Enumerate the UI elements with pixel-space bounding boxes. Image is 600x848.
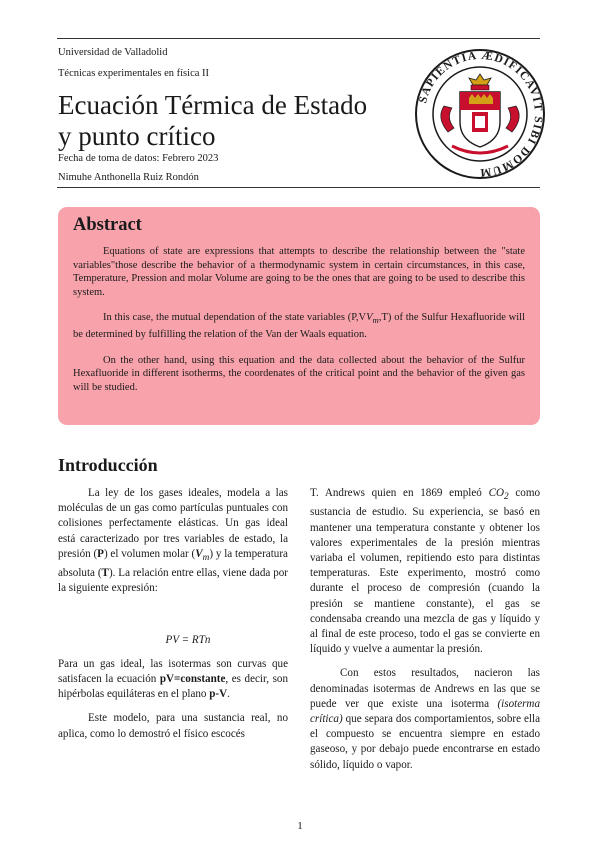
title-line-1: Ecuación Térmica de Estado: [58, 90, 368, 120]
intro-left-paragraph-2: Para un gas ideal, las isotermas son curvas que satisfacen la ecuación pV=constante, es decir, son hipérbolas equiláteras en el plano p-V.: [58, 657, 289, 701]
abstract-paragraph-2: In this case, the mutual dependation of the state variables $(P,VV_m,T)$ of the Sulfur Hexafluoride will be determined by fulfilling the relation of the Van der Waals equation.: [73, 312, 525, 341]
intro-left-paragraph-1: La ley de los gases ideales, modela a las moléculas de un gas como partículas puntuales con colisiones perfectamente elásticas. Un gas ideal está caracterizado por tres variables de estado, la presión (P) el volumen molar $(V_m)$ y la temperatura absoluta (T). La relación entre ellas, viene dada por la siguiente expresión:: [58, 487, 288, 595]
course-name: Técnicas experimentales en física II: [58, 68, 210, 79]
abstract-box: [58, 207, 540, 425]
ideal-gas-equation: PV = RTn: [165, 633, 211, 646]
seal-motto: SAPIENTIA ÆDIFICAVIT SIBI DOMUM: [417, 49, 545, 179]
abstract-paragraph-3: On the other hand, using this equation and the data collected about the behavior of the Sulfur Hexafluoride in different isotherms, the coordenates of the critical point and the behavior of the given gas will be studied.: [73, 354, 525, 393]
data-date: Fecha de toma de datos: Febrero 2023: [58, 153, 219, 164]
section-heading-introduccion: Introducción: [58, 455, 158, 475]
author-name: Nimuhe Anthonella Ruiz Rondón: [58, 172, 199, 183]
intro-right-paragraph-1: T. Andrews quien en 1869 empleó $CO_2$ como sustancia de estudio. Su experiencia, se basó en mantener una temperatura constante y obtener los valores experimentales de la presión mientras variaba el volumen, repitiendo esto para distintas temperaturas. Este experimento, mostró como durante el proceso de compresión (cuando la presión se mantiene constante), el gas se condensaba creando una mezcla de gas y líquido y al final de este proceso, todo el gas se convierte en líquido y vuelve a aumentar la presión.: [310, 487, 541, 656]
university-name: Universidad de Valladolid: [58, 47, 168, 58]
state-var-v: V: [366, 312, 373, 324]
header-bottom-rule: [57, 187, 540, 188]
page-number: 1: [297, 820, 303, 832]
page-title: [58, 90, 428, 152]
header-top-rule: [57, 38, 540, 39]
university-seal-icon: [414, 48, 546, 180]
title-line-2: y punto crítico: [58, 121, 216, 151]
abstract-paragraph-1: Equations of state are expressions that attempts to describe the relationship between the "state variables"those describe the behavior of a thermodynamic system in certain circumstances, in this case, Temperature, Pression and molar Volume are going to be the ones that are going to be used to describe this system.: [73, 246, 525, 298]
abstract-heading: Abstract: [73, 215, 142, 235]
intro-left-paragraph-3: Este modelo, para una sustancia real, no aplica, como lo demostró el físico escocés: [58, 712, 288, 740]
intro-right-paragraph-2: Con estos resultados, nacieron las denominadas isotermas de Andrews en las que se puede ver que existe una isoterma (isoterma crítica) que separa dos comportamientos, sobre ella el compuesto se encuentra siempre en estado gaseoso, y por debajo puede encontrarse en estado sólido, líquido o vapor.: [310, 667, 540, 771]
intro-column-right: [310, 486, 540, 782]
intro-column-left: [58, 486, 288, 751]
